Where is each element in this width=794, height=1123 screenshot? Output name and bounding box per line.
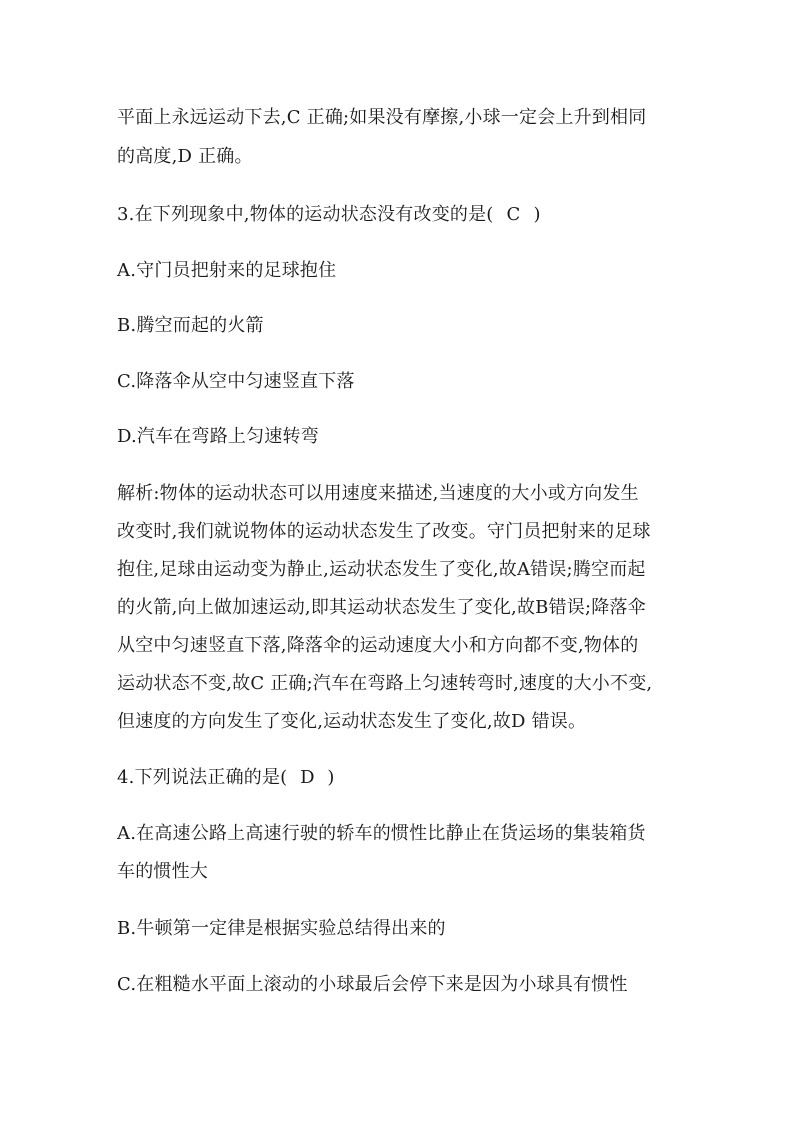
text-line-2: 的高度,D 正确。: [117, 146, 253, 167]
q4-option-a-line-2: 车的惯性大: [117, 861, 208, 882]
q4-option-a-line-1: A.在高速公路上高速行驶的轿车的惯性比静止在货运场的集装箱货: [117, 823, 646, 844]
explanation-line-6: 运动状态不变,故C 正确;汽车在弯路上匀速转弯时,速度的大小不变,: [117, 673, 653, 694]
explanation-line-3: 抱住,足球由运动变为静止,运动状态发生了变化,故A错误;腾空而起: [117, 559, 646, 580]
q3-option-c: C.降落伞从空中匀速竖直下落: [117, 371, 355, 392]
q3-option-d: D.汽车在弯路上匀速转弯: [117, 426, 319, 447]
question-4-stem: [117, 766, 335, 790]
question-4-text: 4.下列说法正确的是(: [117, 767, 288, 788]
explanation-line-2: 改变时,我们就说物体的运动状态发生了改变。守门员把射来的足球: [117, 521, 651, 542]
explanation-line-7: 但速度的方向发生了变化,运动状态发生了变化,故D 错误。: [117, 711, 587, 732]
q3-option-a: A.守门员把射来的足球抱住: [117, 260, 337, 281]
text-line-1: 平面上永远运动下去,C 正确;如果没有摩擦,小球一定会上升到相同: [117, 107, 647, 128]
question-3-stem: [117, 203, 541, 227]
q4-option-b: B.牛顿第一定律是根据实验总结得出来的: [117, 918, 446, 939]
explanation-line-4: 的火箭,向上做加速运动,即其运动状态发生了变化,故B错误;降落伞: [117, 597, 646, 618]
question-4-close-paren: ): [327, 767, 335, 788]
explanation-line-1: 解析:物体的运动状态可以用速度来描述,当速度的大小或方向发生: [117, 483, 639, 504]
q3-option-b: B.腾空而起的火箭: [117, 315, 264, 336]
question-3-text: 3.在下列现象中,物体的运动状态没有改变的是(: [117, 204, 494, 225]
question-3-close-paren: ): [533, 204, 541, 225]
question-4-answer: D: [300, 767, 315, 788]
question-3-answer: C: [506, 204, 521, 225]
explanation-line-5: 从空中匀速竖直下落,降落伞的运动速度大小和方向都不变,物体的: [117, 635, 639, 656]
q4-option-c: C.在粗糙水平面上滚动的小球最后会停下来是因为小球具有惯性: [117, 974, 628, 995]
